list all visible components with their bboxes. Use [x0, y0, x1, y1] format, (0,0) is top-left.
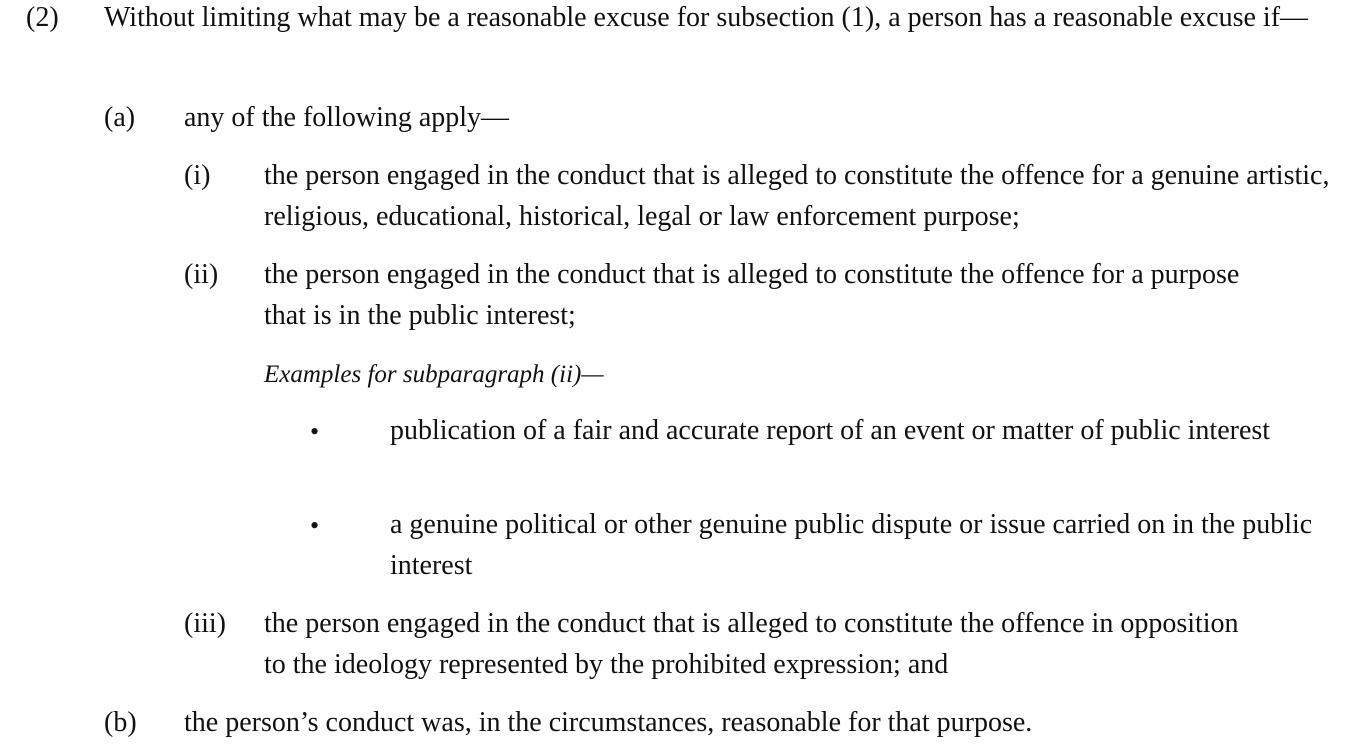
subparagraph-iii-text: the person engaged in the conduct that is alleged to constitute the offence in opposition to the ideology represented by the prohibited expression; and — [264, 608, 1239, 680]
paragraph-b-text: the person’s conduct was, in the circumstances, reasonable for that purpose. — [184, 707, 1033, 738]
subparagraph-ii-text: the person engaged in the conduct that is alleged to constitute the offence for a purpose that is in the public interest; — [264, 259, 1240, 331]
subparagraph-i-label: (i) — [184, 160, 211, 191]
bullet-icon: • — [310, 511, 320, 540]
example-item-text: a genuine political or other genuine public dispute or issue carried on in the public interest — [390, 509, 1313, 581]
subsection-number: (2) — [26, 2, 59, 33]
paragraph-a-text: any of the following apply— — [184, 102, 510, 133]
subparagraph-ii-label: (ii) — [184, 259, 219, 290]
subsection-text: Without limiting what may be a reasonable excuse for subsection (1), a person has a reasonable excuse if— — [104, 2, 1309, 33]
paragraph-a-label: (a) — [104, 102, 136, 133]
examples-heading: Examples for subparagraph (ii)— — [264, 361, 604, 388]
subparagraph-iii-label: (iii) — [184, 608, 226, 639]
example-item-text: publication of a fair and accurate report of an event or matter of public interest — [390, 415, 1271, 446]
bullet-icon: • — [310, 417, 320, 446]
subparagraph-i-text: the person engaged in the conduct that is alleged to constitute the offence for a genuine artistic, religious, educational, historical, legal or law enforcement purpose; — [264, 160, 1330, 232]
paragraph-b-label: (b) — [104, 707, 137, 738]
